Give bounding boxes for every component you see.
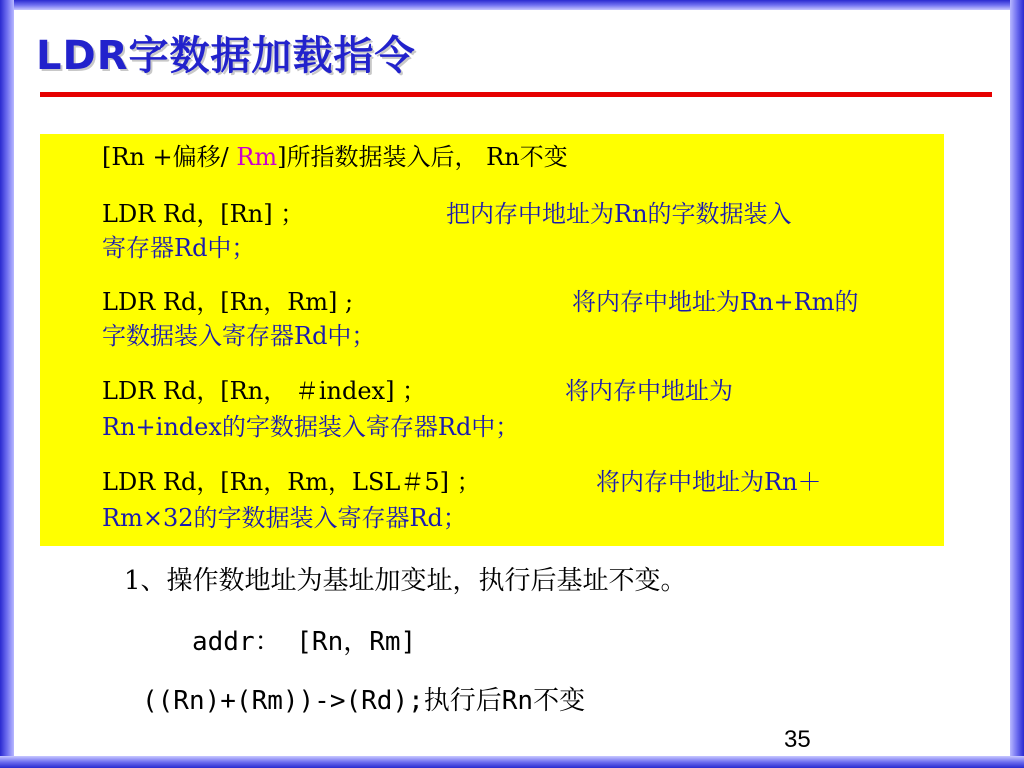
item-4-desc-2: Rm×32的字数据装入寄存器Rd； (102, 504, 467, 532)
slide-frame-bottom (0, 756, 1024, 768)
intro-rm: Rm (236, 143, 278, 171)
title-underline (40, 92, 992, 97)
item-1-desc-1: 把内存中地址为Rn的字数据装入 (446, 200, 792, 228)
page-number: 35 (784, 726, 811, 753)
note-line-2: addr： [Rn，Rm] (192, 627, 417, 657)
item-2-code: LDR Rd，[Rn，Rm] ; (102, 288, 354, 316)
intro-part2: ]所指数据装入后， Rn不变 (277, 143, 568, 171)
item-2-desc-1: 将内存中地址为Rn+Rm的 (572, 288, 859, 316)
slide-frame-top (0, 0, 1024, 10)
item-4-desc-1: 将内存中地址为Rn＋ (596, 468, 822, 496)
item-3-desc-1: 将内存中地址为 (565, 377, 733, 405)
note-line-1: 1、操作数地址为基址加变址，执行后基址不变。 (124, 566, 687, 596)
item-1-desc-2: 寄存器Rd中； (102, 234, 256, 262)
intro-part1: [Rn +偏移/ (102, 143, 237, 171)
item-4-code: LDR Rd，[Rn，Rm，LSL＃5] ； (102, 468, 481, 496)
slide-title: LDR字数据加载指令 (36, 33, 416, 79)
note-line-3: ((Rn)+(Rm))->(Rd);执行后Rn不变 (142, 686, 586, 716)
item-1-code: LDR Rd，[Rn] ； (102, 200, 305, 228)
slide-frame-right (1010, 0, 1024, 768)
item-3-desc-2: Rn+index的字数据装入寄存器Rd中； (102, 413, 520, 441)
item-3-code: LDR Rd，[Rn， ＃index] ； (102, 377, 427, 405)
slide-frame-left (0, 0, 14, 768)
intro-line (102, 140, 568, 174)
item-2-desc-2: 字数据装入寄存器Rd中； (102, 322, 376, 350)
